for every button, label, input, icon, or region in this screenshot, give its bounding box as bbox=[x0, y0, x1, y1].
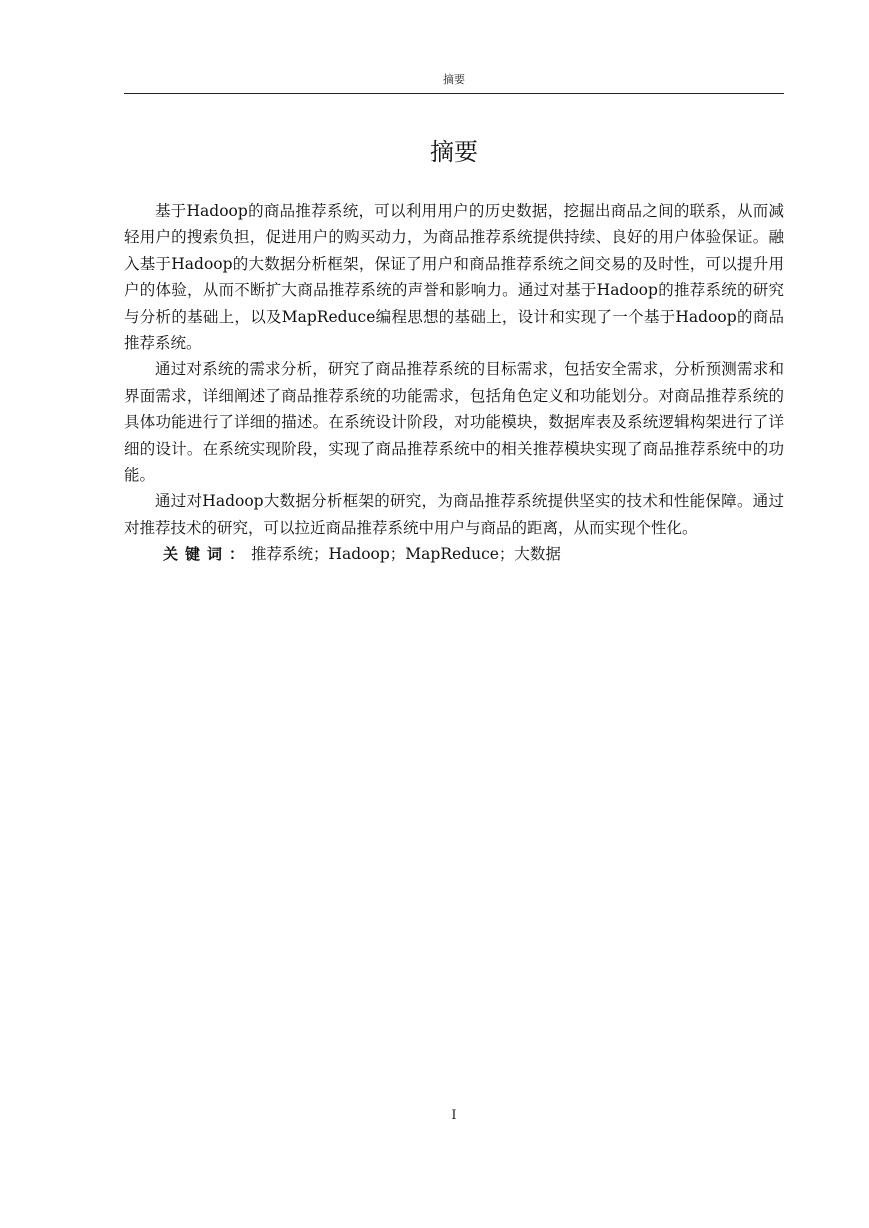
page-title: 摘要 bbox=[430, 138, 478, 166]
abstract-paragraph-1: 基于Hadoop的商品推荐系统，可以利用用户的历史数据，挖掘出商品之间的联系，从而减轻用户的搜索负担，促进用户的购买动力，为商品推荐系统提供持续、良好的用户体验保证。融入基于Hadoop的大数据分析框架，保证了用户和商品推荐系统之间交易的及时性，可以提升用户的体验，从而不断扩大商品推荐系统的声誉和影响力。通过对基于Hadoop的推荐系统的研究与分析的基础上，以及MapReduce编程思想的基础上，设计和实现了一个基于Hadoop的商品推荐系统。 bbox=[124, 202, 784, 353]
header-rule bbox=[124, 93, 784, 94]
running-header: 摘要 bbox=[443, 73, 465, 86]
abstract-paragraph-2: 通过对系统的需求分析，研究了商品推荐系统的目标需求，包括安全需求，分析预测需求和界面需求，详细阐述了商品推荐系统的功能需求，包括角色定义和功能划分。对商品推荐系统的具体功能进行了详细的描述。在系统设计阶段，对功能模块，数据库表及系统逻辑构架进行了详细的设计。在系统实现阶段，实现了商品推荐系统中的相关推荐模块实现了商品推荐系统中的功能。 bbox=[124, 360, 784, 485]
keywords-line bbox=[124, 541, 784, 567]
keywords-label: 关键词： bbox=[163, 545, 252, 564]
keywords-value: 推荐系统；Hadoop；MapReduce；大数据 bbox=[251, 545, 561, 564]
abstract-body bbox=[124, 198, 784, 568]
page-number: I bbox=[451, 1108, 457, 1123]
abstract-paragraph-3: 通过对Hadoop大数据分析框架的研究，为商品推荐系统提供坚实的技术和性能保障。通过对推荐技术的研究，可以拉近商品推荐系统中用户与商品的距离，从而实现个性化。 bbox=[124, 492, 784, 537]
